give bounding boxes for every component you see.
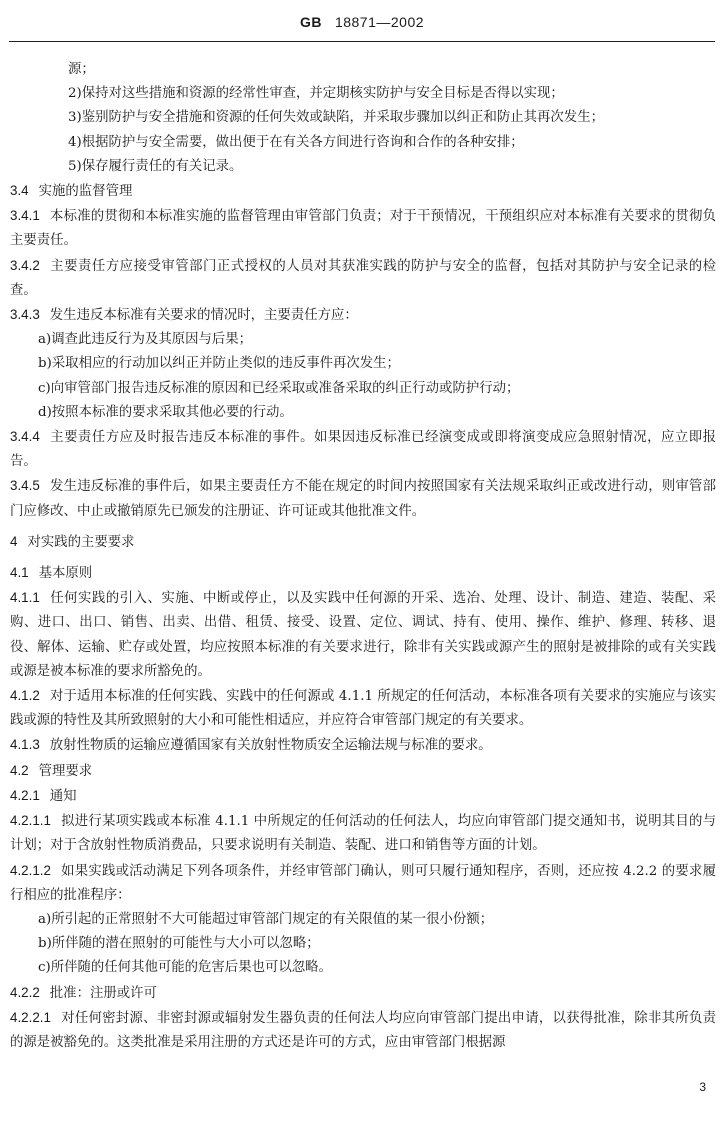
clause-text: 主要责任方应接受审管部门正式授权的人员对其获准实践的防护与安全的监督，包括对其防护与安全记录的检查。 <box>10 258 716 298</box>
section-heading-3-4 <box>10 179 716 204</box>
clause-text: 任何实践的引入、实施、中断或停止，以及实践中任何源的开采、选冶、处理、设计、制造、建造、装配、采购、进口、出口、销售、出卖、出借、租赁、接受、设置、定位、调试、持有、使用、操作、维护、修理、转移、退役、解体、运输、贮存或处置，均应按照本标准的有关要求进行，除非有关实践或源产生的照射是被排除的或有关实践或源是被本标准的要求所豁免的。 <box>10 591 716 679</box>
clause-3-4-1 <box>10 204 716 253</box>
clause-text: 对于适用本标准的任何实践、实践中的任何源或 4.1.1 所规定的任何活动，本标准各项有关要求的实施应与该实践或源的特性及其所致照射的大小和可能性相适应，并应符合审管部门规定的有关要求。 <box>10 689 716 729</box>
clause-number: 3.4.1 <box>10 208 40 224</box>
clause-4-1-2 <box>10 684 716 733</box>
clause-number: 3.4 <box>10 183 29 199</box>
gb-label: GB <box>299 14 322 30</box>
clause-number: 3.4.2 <box>10 257 40 273</box>
standard-number: 18871—2002 <box>334 14 425 30</box>
section-title: 对实践的主要要求 <box>27 534 135 550</box>
clause-number: 4.1 <box>10 565 29 581</box>
clause-text: 发生违反标准的事件后，如果主要责任方不能在规定的时间内按照国家有关法规采取纠正或改进行动，则审管部门应修改、中止或撤销原先已颁发的注册证、许可证或其他批准文件。 <box>10 479 716 519</box>
document-body <box>10 58 716 1055</box>
clause-text: 主要责任方应及时报告违反本标准的事件。如果因违反标准已经演变成或即将演变成应急照射情况，应立即报告。 <box>10 430 716 470</box>
list-item: a)所引起的正常照射不大可能超过审管部门规定的有关限值的某一很小份额； <box>38 911 494 927</box>
clause-number: 4.2.1.1 <box>10 813 51 829</box>
clause-number: 4.2.1 <box>10 787 40 803</box>
clause-3-4-3 <box>10 303 716 328</box>
clause-number: 4.2.2 <box>10 984 40 1000</box>
page-header <box>0 14 724 31</box>
clause-3-4-2 <box>10 254 716 303</box>
list-item: c)所伴随的任何其他可能的危害后果也可以忽略。 <box>38 960 332 976</box>
list-item: 源； <box>68 62 95 77</box>
section-title: 基本原则 <box>38 566 93 582</box>
clause-number: 4.1.3 <box>10 737 40 753</box>
clause-text: 如果实践或活动满足下列各项条件，并经审管部门确认，则可只履行通知程序，否则，还应按 4.2.2 的要求履行相应的批准程序： <box>10 863 716 903</box>
list-item: 4)根据防护与安全需要，做出便于在有关各方间进行咨询和合作的各种安排； <box>68 134 524 150</box>
clause-number: 4.1.1 <box>10 590 40 606</box>
clause-number: 4.1.2 <box>10 688 40 704</box>
section-heading-4-2-2 <box>10 981 716 1006</box>
list-item: 5)保存履行责任的有关记录。 <box>68 158 243 174</box>
list-item: a)调查此违反行为及其原因与后果； <box>38 332 253 348</box>
clause-3-4-5 <box>10 474 716 523</box>
clause-number: 4.2.2.1 <box>10 1009 51 1025</box>
clause-number: 3.4.4 <box>10 429 40 445</box>
clause-number: 4.2 <box>10 762 29 778</box>
clause-number: 3.4.3 <box>10 307 40 323</box>
list-item: d)按照本标准的要求采取其他必要的行动。 <box>38 404 293 420</box>
section-heading-4-2 <box>10 759 716 784</box>
clause-text: 本标准的贯彻和本标准实施的监督管理由审管部门负责；对于干预情况，干预组织应对本标准有关要求的贯彻负主要责任。 <box>10 209 716 249</box>
clause-4-2-2-1 <box>10 1006 716 1055</box>
clause-4-2-1-1 <box>10 809 716 858</box>
header-rule <box>9 41 715 42</box>
section-title: 实施的监督管理 <box>38 184 133 200</box>
list-item: b)采取相应的行动加以纠正并防止类似的违反事件再次发生； <box>38 356 400 372</box>
clause-text: 放射性物质的运输应遵循国家有关放射性物质安全运输法规与标准的要求。 <box>49 738 492 754</box>
clause-number: 3.4.5 <box>10 478 40 494</box>
list-item: b)所伴随的潜在照射的可能性与大小可以忽略； <box>38 936 320 952</box>
section-title: 管理要求 <box>38 763 93 779</box>
clause-text: 对任何密封源、非密封源或辐射发生器负责的任何法人均应向审管部门提出申请，以获得批准，除非其所负责的源是被豁免的。这类批准是采用注册的方式还是许可的方式，应由审管部门根据源 <box>10 1010 716 1050</box>
section-heading-4-2-1 <box>10 784 716 809</box>
clause-text: 发生违反本标准有关要求的情况时，主要责任方应： <box>49 308 358 324</box>
section-title: 批准：注册或许可 <box>49 985 157 1001</box>
clause-4-1-1 <box>10 586 716 684</box>
section-heading-4 <box>10 530 716 555</box>
clause-text: 拟进行某项实践或本标准 4.1.1 中所规定的任何活动的任何法人，均应向审管部门提交通知书，说明其目的与计划；对于含放射性物质消费品，只要求说明有关制造、装配、进口和销售等方面的计划。 <box>10 814 716 854</box>
clause-3-4-4 <box>10 425 716 474</box>
section-heading-4-1 <box>10 561 716 586</box>
list-item: 3)鉴别防护与安全措施和资源的任何失效或缺陷，并采取步骤加以纠正和防止其再次发生； <box>68 110 604 126</box>
clause-number: 4.2.1.2 <box>10 862 51 878</box>
clause-number: 4 <box>10 533 18 549</box>
clause-4-1-3 <box>10 733 716 758</box>
clause-4-2-1-2 <box>10 859 716 908</box>
page-number: 3 <box>699 1080 706 1094</box>
list-item: c)向审管部门报告违反标准的原因和已经采取或准备采取的纠正行动或防护行动； <box>38 380 520 396</box>
list-item: 2)保持对这些措施和资源的经常性审查，并定期核实防护与安全目标是否得以实现； <box>68 86 564 102</box>
section-title: 通知 <box>49 788 77 804</box>
